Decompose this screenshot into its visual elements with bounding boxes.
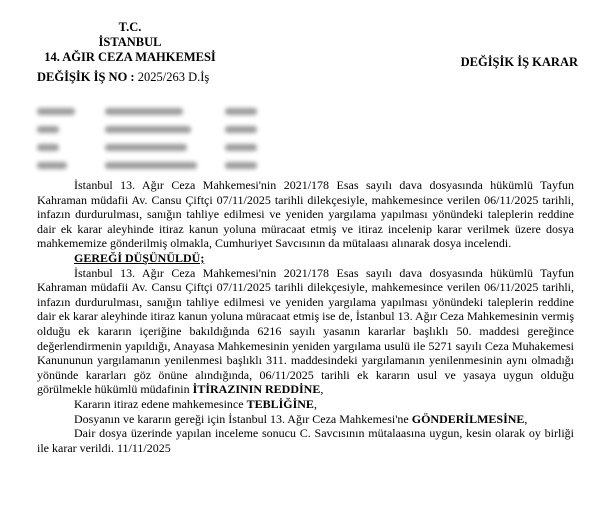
reasoning-text: İstanbul 13. Ağır Ceza Mahkemesi'nin 2021/178 Esas sayılı dava dosyasında hükümlü Tayfun Kahraman müdafii Av. Cansu Çiftçi 07/11/2025 tarihli dilekçesiyle, mahkemesince verilen 06/11/2025 tarihli, infazın durdurulması, sanığın tahliye edilmesi ve yeniden yargılama yapılması yönündeki taleplerin reddine dair ek karar aleyhinde itiraz kanun yoluna müracaat etmiş ise de, İstanbul 13. Ağır Ceza Mahkemesinin vermiş olduğu ek kararın içeriğine bakıldığında 6216 sayılı yasanın kararlar başlıklı 50. maddesi gereğince değerlendirmenin yapıldığı, Anayasa Mahkemesinin yeniden yargılama usulü ile 5271 sayılı Ceza Muhakemesi Kanununun yargılamanın yenilenmesi başlıklı 311. maddesindeki yargılamanın yenilenmesinin aynı olmadığı yönünde kararları göz önüne alındığında, 06/11/2025 tarihli ek kararın usul ve yasaya uygun olduğu görülmekle hükümlü müdafinin (37, 265, 574, 397)
decision-type-title: DEĞİŞİK İŞ KARAR (460, 55, 578, 69)
file-number (37, 70, 209, 85)
decision-body (37, 178, 574, 455)
paragraph-case-summary: İstanbul 13. Ağır Ceza Mahkemesi'nin 2021/178 Esas sayılı dava dosyasında hükümlü Tayfun Kahraman müdafii Av. Cansu Çiftçi 07/11/2025 tarihli dilekçesiyle, mahkemesince verilen 06/11/2025 tarihli, infazın durdurulması, sanığın tahliye edilmesi ve yeniden yargılama yapılması yönündeki taleplerin reddine dair ek karar aleyhinde itiraz kanun yoluna müracaat etmiş ve itiraz incelenip karar verilmek üzere dosya mahkememize gönderilmiş olmakla, Cumhuriyet Savcısının da mütalaası alınarak dosya incelendi. (37, 178, 574, 251)
file-number-label: DEĞİŞİK İŞ NO : (37, 70, 135, 84)
dispatch-text: Dosyanın ve kararın gereği için İstanbul 13. Ağır Ceza Mahkemesi'ne (74, 411, 412, 426)
punctuation: , (320, 382, 324, 397)
file-number-value: 2025/263 D.İş (134, 70, 210, 84)
punctuation: , (313, 396, 317, 411)
section-heading: GEREĞİ DÜŞÜNÜLDÜ; (74, 250, 205, 265)
redacted-row (37, 159, 337, 172)
redacted-parties-block (37, 105, 337, 177)
paragraph-final-decision: Dair dosya üzerinde yapılan inceleme sonucu C. Savcısının mütalaasına uygun, kesin olarak oy birliği ile karar verildi. 11/11/2025 (37, 426, 574, 455)
punctuation: , (524, 411, 528, 426)
paragraph-notification (37, 397, 574, 412)
header-line-tc: T.C. (118, 20, 142, 34)
redacted-row (37, 123, 337, 136)
ruling-rejection: İTİRAZININ REDDİNE (192, 382, 321, 397)
ruling-notification: TEBLİĞİNE (246, 396, 314, 411)
redacted-row (37, 141, 337, 154)
header-line-court: 14. AĞIR CEZA MAHKEMESİ (44, 50, 216, 64)
header-line-city: İSTANBUL (98, 35, 162, 49)
paragraph-reasoning (37, 266, 574, 397)
paragraph-dispatch (37, 412, 574, 427)
court-header (30, 20, 230, 65)
ruling-dispatch: GÖNDERİLMESİNE (411, 411, 525, 426)
redacted-row (37, 105, 337, 118)
notification-text: Kararın itiraz edene mahkemesince (74, 396, 247, 411)
